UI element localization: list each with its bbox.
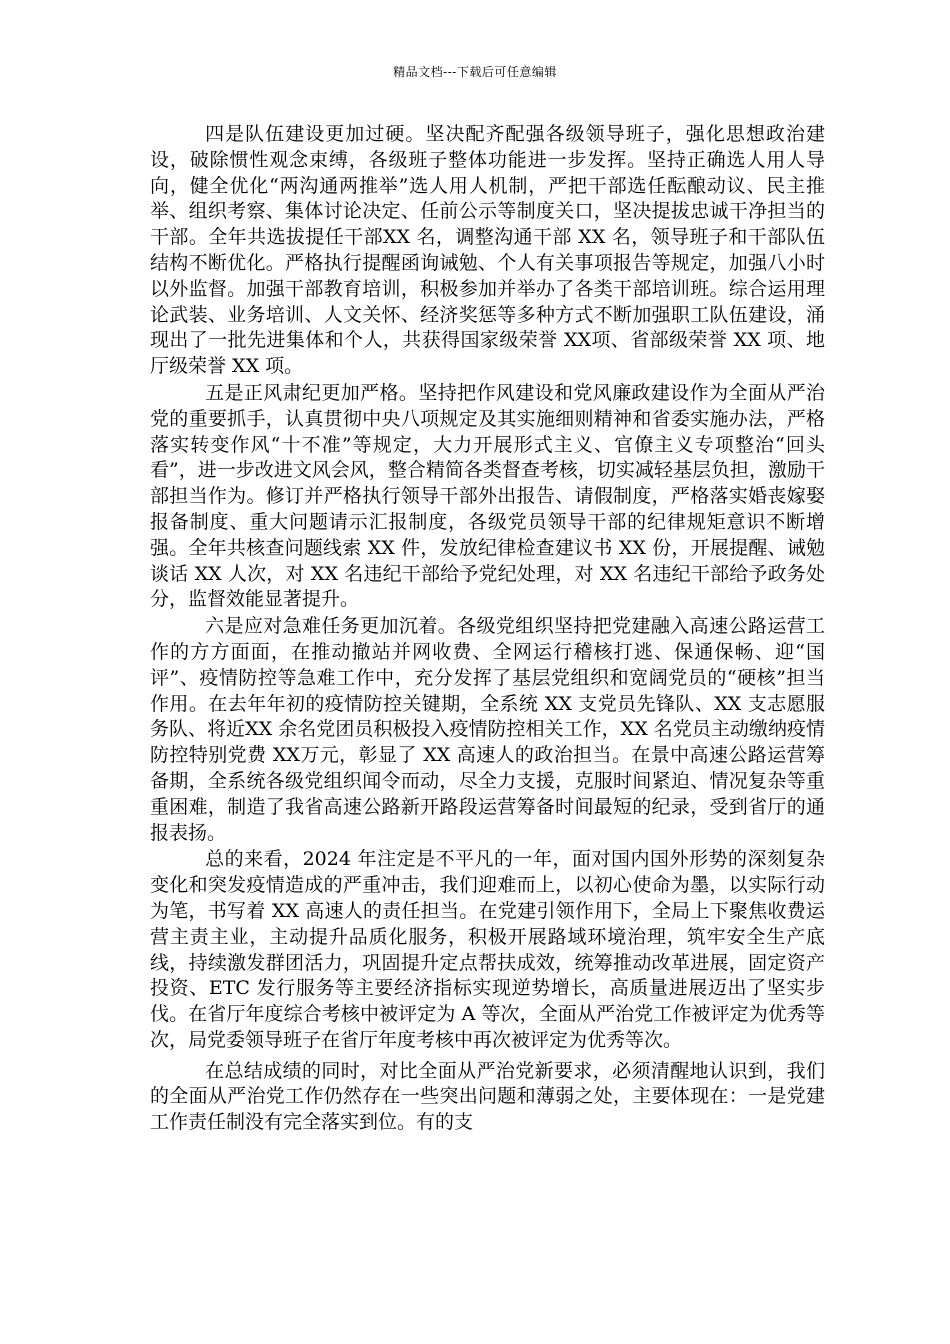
paragraph-discipline: 五是正风肃纪更加严格。坚持把作风建设和党风廉政建设作为全面从严治党的重要抓手，认真贯彻中央八项规定及其实施细则精神和省委实施办法，严格落实转变作风“十不准”等规定，大力开展形式主义、官僚主义专项整治“回头看”，进一步改进文风会风，整合精简各类督查考核，切实减轻基层负担，激励干部担当作为。修订并严格执行领导干部外出报告、请假制度，严格落实婚丧嫁娶报备制度、重大问题请示汇报制度，各级党员领导干部的纪律规矩意识不断增强。全年共核查问题线索 XX 件，发放纪律检查建议书 XX 份，开展提醒、诫勉谈话 XX 人次，对 XX 名违纪干部给予党纪处理，对 XX 名违纪干部给予政务处分，监督效能显著提升。 (150, 381, 825, 611)
paragraph-summary: 总的来看，2024 年注定是不平凡的一年，面对国内国外形势的深刻复杂变化和突发疫情造成的严重冲击，我们迎难而上，以初心使命为墨，以实际行动为笔，书写着 XX 高速人的责任担当。在党建引领作用下，全局上下聚焦收费运营主责主业，主动提升品质化服务，积极开展路域环境治理，筑牢安全生产底线，持续激发群团活力，巩固提升定点帮扶成效，统筹推动改革进展，固定资产投资、ETC 发行服务等主要经济指标实现逆势增长，高质量进展迈出了坚实步伐。在省厅年度综合考核中被评定为 A 等次，全面从严治党工作被评定为优秀等次，局党委领导班子在省厅年度考核中再次被评定为优秀等次。 (150, 848, 825, 1051)
paragraph-team-building: 四是队伍建设更加过硬。坚决配齐配强各级领导班子，强化思想政治建设，破除惯性观念束缚，各级班子整体功能进一步发挥。坚持正确选人用人导向，健全优化“两沟通两推举”选人用人机制，严把干部选任酝酿动议、民主推举、组织考察、集体讨论决定、任前公示等制度关口，坚决提拔忠诚干净担当的干部。全年共选拔提任干部XX 名，调整沟通干部 XX 名，领导班子和干部队伍结构不断优化。严格执行提醒函询诫勉、个人有关事项报告等规定，加强八小时以外监督。加强干部教育培训，积极参加并举办了各类干部培训班。综合运用理论武装、业务培训、人文关怀、经济奖惩等多种方式不断加强职工队伍建设，涌现出了一批先进集体和个人，共获得国家级荣誉 XX项、省部级荣誉 XX 项、地厅级荣誉 XX 项。 (150, 123, 825, 378)
page-header: 精品文档---下载后可任意编辑 (393, 65, 557, 79)
paragraph-urgent-tasks: 六是应对急难任务更加沉着。各级党组织坚持把党建融入高速公路运营工作的方方面面，在推动撤站并网收费、全网运行稽核打逃、保通保畅、迎“国评”、疫情防控等急难工作中，充分发挥了基层党组织和宽阔党员的“硬核”担当作用。在去年年初的疫情防控关键期，全系统 XX 支党员先锋队、XX 支志愿服务队、将近XX 余名党团员积极投入疫情防控相关工作，XX 名党员主动缴纳疫情防控特别党费 XX万元，彰显了 XX 高速人的政治担当。在景中高速公路运营筹备期，全系统各级党组织闻令而动，尽全力支援，克服时间紧迫、情况复杂等重重困难，制造了我省高速公路新开路段运营筹备时间最短的纪录，受到省厅的通报表扬。 (150, 615, 825, 844)
paragraph-problems: 在总结成绩的同时，对比全面从严治党新要求，必须清醒地认识到，我们的全面从严治党工作仍然存在一些突出问题和薄弱之处，主要体现在：一是党建工作责任制没有完全落实到位。有的支 (150, 1059, 825, 1134)
document-body (150, 122, 825, 1136)
